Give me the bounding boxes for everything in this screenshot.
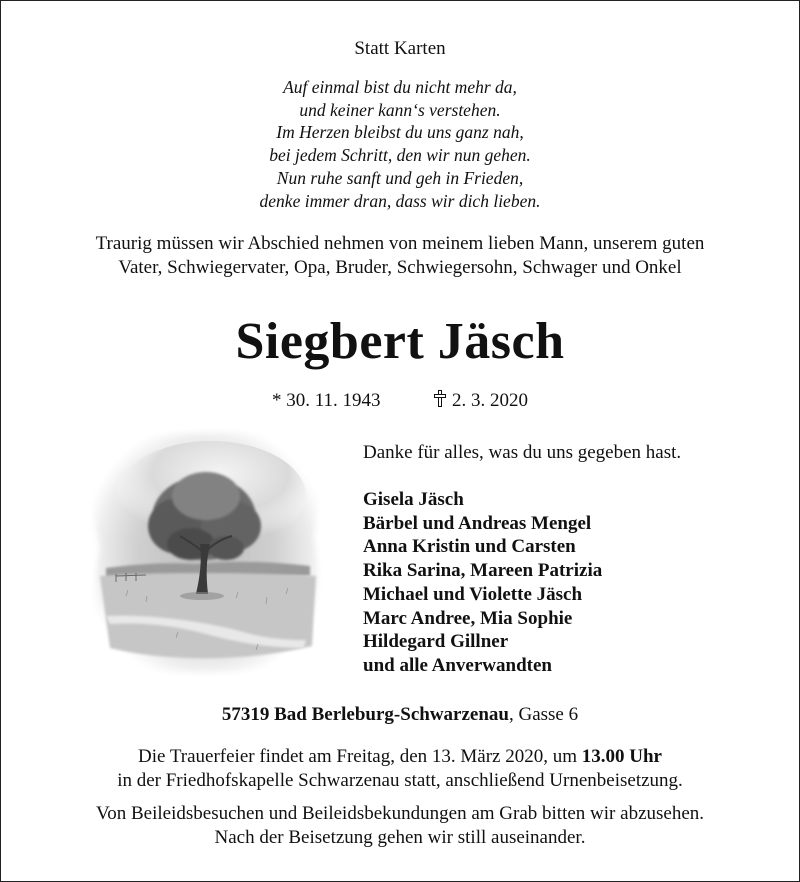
mourner-name: Rika Sarina, Mareen Patrizia	[363, 560, 603, 582]
intro-line: Traurig müssen wir Abschied nehmen von meinem lieben Mann, unserem guten	[95, 233, 705, 254]
deceased-name: Siegbert Jäsch	[235, 313, 565, 370]
ceremony-line-2: in der Friedhofskapelle Schwarzenau statt, anschließend Urnenbeisetzung.	[117, 769, 683, 791]
ceremony-date-text: Die Trauerfeier findet am Freitag, den 13. März 2020, um	[138, 746, 582, 767]
poem-line: bei jedem Schritt, den wir nun gehen.	[269, 145, 531, 166]
closing-line: Von Beileidsbesuchen und Beileidsbekundungen am Grab bitten wir abzusehen.	[95, 803, 705, 824]
intro-line: Vater, Schwiegervater, Opa, Bruder, Schwiegersohn, Schwager und Onkel	[118, 257, 682, 278]
life-dates	[0, 390, 800, 412]
thanks-line: Danke für alles, was du uns gegeben hast.	[363, 442, 682, 463]
mourner-name: Anna Kristin und Carsten	[363, 536, 576, 558]
poem-line: denke immer dran, dass wir dich lieben.	[259, 190, 541, 211]
mourner-name: Gisela Jäsch	[363, 489, 464, 510]
death-date: 2. 3. 2020	[452, 390, 529, 411]
poem-line: Nun ruhe sanft und geh in Frieden,	[276, 167, 524, 188]
mourner-name: Bärbel und Andreas Mengel	[363, 512, 592, 534]
mourner-name: und alle Anverwandten	[363, 654, 552, 676]
header-statt-karten: Statt Karten	[354, 38, 446, 59]
closing-text	[0, 802, 800, 849]
address	[0, 704, 800, 726]
poem	[0, 76, 800, 212]
cross-icon	[434, 390, 446, 408]
mourner-name: Michael und Violette Jäsch	[363, 583, 583, 605]
ceremony-info	[0, 745, 800, 792]
mourner-name: Hildegard Gillner	[363, 631, 509, 653]
death-date-group	[434, 390, 528, 412]
poem-line: und keiner kann‘s verstehen.	[299, 99, 501, 120]
address-street: , Gasse 6	[508, 704, 579, 725]
intro-text	[0, 232, 800, 280]
address-city: 57319 Bad Berleburg-Schwarzenau	[221, 704, 509, 725]
mourners-list	[363, 488, 602, 678]
birth-date: * 30. 11. 1943	[271, 390, 381, 411]
tree-landscape-illustration	[86, 426, 324, 678]
poem-line: Im Herzen bleibst du uns ganz nah,	[276, 122, 524, 143]
ceremony-time: 13.00 Uhr	[581, 746, 662, 767]
poem-line: Auf einmal bist du nicht mehr da,	[283, 77, 517, 97]
mourner-name: Marc Andree, Mia Sophie	[363, 607, 573, 629]
ceremony-line-1	[0, 745, 800, 769]
closing-line: Nach der Beisetzung gehen wir still auseinander.	[214, 826, 586, 848]
